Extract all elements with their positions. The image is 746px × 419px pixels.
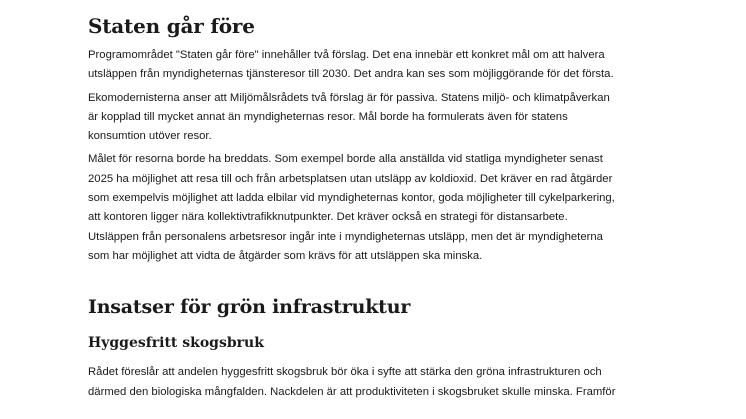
section-heading-gron-infrastruktur: Insatser för grön infrastruktur bbox=[88, 296, 411, 319]
paragraph-line: som exempelvis möjlighet att ladda elbilar vid myndigheternas kontor, goda möjligheter till cykelparkering, bbox=[88, 192, 615, 205]
document-page bbox=[88, 0, 668, 402]
paragraph-malet-for-resorna bbox=[88, 150, 668, 266]
paragraph-ekomodernisterna bbox=[88, 89, 668, 147]
paragraph-line: därmed den biologiska mångfalden. Nackdelen är att produktiviteten i skogsbruket skulle minska. Framför bbox=[88, 385, 616, 398]
paragraph-line: konsumtion utöver resor. bbox=[88, 130, 212, 143]
paragraph-line: Utsläppen från personalens arbetsresor ingår inte i myndigheternas utsläpp, men det är myndigheterna bbox=[88, 230, 603, 243]
paragraph-intro bbox=[88, 46, 668, 85]
subsection-heading-hyggesfritt: Hyggesfritt skogsbruk bbox=[88, 335, 264, 352]
paragraph-line: Ekomodernisterna anser att Miljömålsrådets två förslag är för passiva. Statens miljö- och klimatpåverkan bbox=[88, 91, 610, 104]
paragraph-line: Rådet föreslår att andelen hyggesfritt skogsbruk bör öka i syfte att stärka den gröna infrastrukturen och bbox=[88, 366, 602, 379]
paragraph-line: som har möjlighet att vidta de åtgärder som krävs för att utsläppen ska minska. bbox=[88, 249, 483, 262]
paragraph-line: utsläppen från myndigheternas tjänsteresor till 2030. Det andra kan ses som möjliggörande för det första. bbox=[88, 68, 614, 81]
section-heading-staten-gar-fore: Staten går före bbox=[88, 14, 255, 38]
paragraph-hyggesfritt bbox=[88, 363, 668, 402]
paragraph-line: Programområdet "Staten går före" innehåller två förslag. Det ena innebär ett konkret mål om att halvera bbox=[88, 49, 605, 61]
paragraph-line: att kontoren ligger nära kollektivtrafikknutpunkter. Det kräver också en strategi för distansarbete. bbox=[88, 211, 568, 224]
paragraph-line: är kopplad till mycket annat än myndigheternas resor. Mål borde ha formulerats även för statens bbox=[88, 110, 568, 123]
paragraph-line: Målet för resorna borde ha breddats. Som exempel borde alla anställda vid statliga myndigheter senast bbox=[88, 153, 603, 166]
paragraph-line: 2025 ha möjlighet att resa till och från arbetsplatsen utan utsläpp av koldioxid. Det kräver en rad åtgärder bbox=[88, 172, 613, 185]
